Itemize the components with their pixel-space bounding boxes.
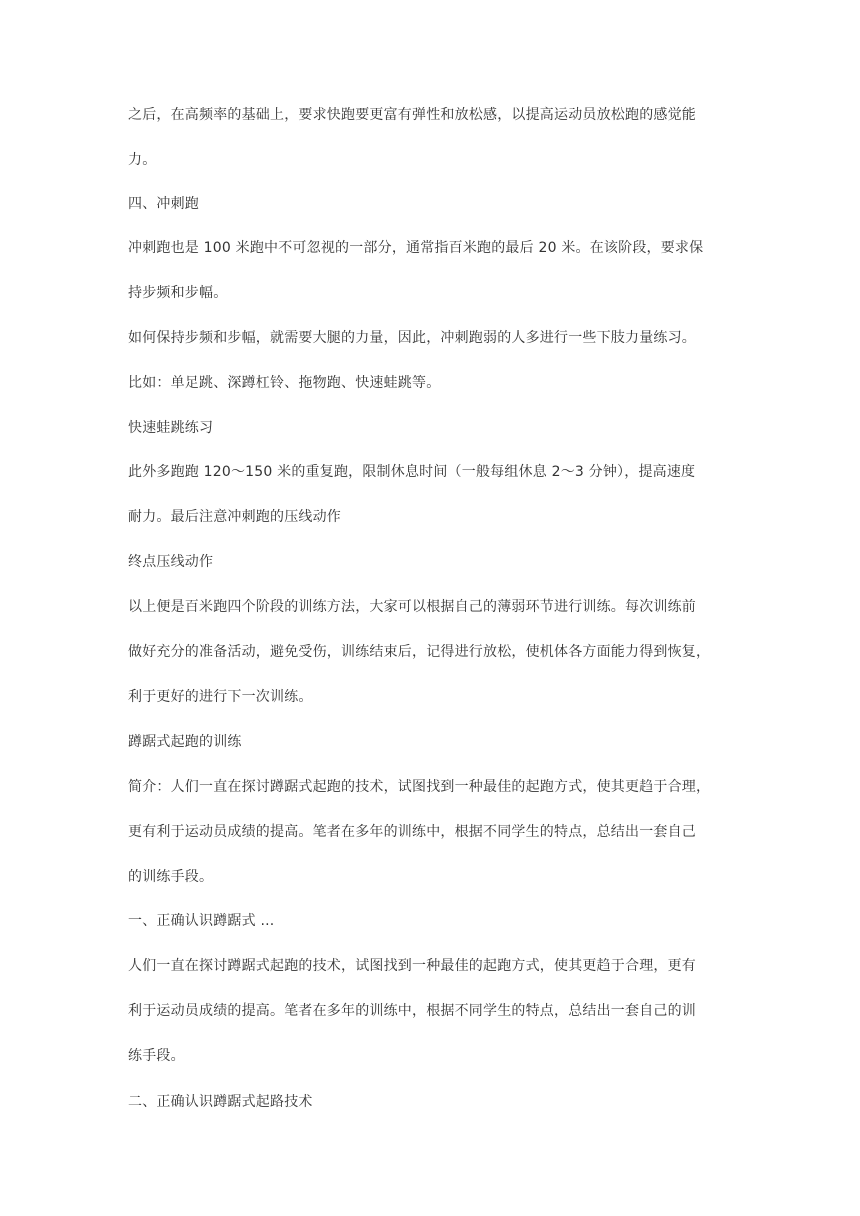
paragraph-line: 持步频和步幅。 [128,285,228,301]
paragraph-line: 如何保持步频和步幅，就需要大腿的力量，因此，冲刺跑弱的人多进行一些下肢力量练习。 [128,330,696,346]
paragraph-line: 简介：人们一直在探讨蹲踞式起跑的技术，试图找到一种最佳的起跑方式，使其更趋于合理， [128,779,711,795]
subheading: 终点压线动作 [128,554,214,570]
section-heading: 一、正确认识蹲踞式 ... [128,913,275,929]
paragraph-line: 更有利于运动员成绩的提高。笔者在多年的训练中，根据不同学生的特点，总结出一套自己 [128,824,696,840]
section-heading: 四、冲刺跑 [128,196,199,212]
paragraph-line: 耐力。最后注意冲刺跑的压线动作 [128,509,341,525]
article-title: 蹲踞式起跑的训练 [128,734,242,750]
paragraph-line: 以上便是百米跑四个阶段的训练方法，大家可以根据自己的薄弱环节进行训练。每次训练前 [128,599,696,615]
paragraph-line: 的训练手段。 [128,869,214,885]
paragraph-line: 之后，在高频率的基础上，要求快跑要更富有弹性和放松感，以提高运动员放松跑的感觉能 [128,107,696,123]
section-heading: 二、正确认识蹲踞式起路技术 [128,1094,313,1110]
paragraph-line: 练手段。 [128,1048,185,1064]
paragraph-line: 利于更好的进行下一次训练。 [128,689,313,705]
paragraph-line: 人们一直在探讨蹲踞式起跑的技术，试图找到一种最佳的起跑方式，使其更趋于合理，更有 [128,958,696,974]
paragraph-line: 做好充分的准备活动，避免受伤，训练结束后，记得进行放松，使机体各方面能力得到恢复， [128,644,711,660]
subheading: 快速蛙跳练习 [128,420,214,436]
paragraph-line: 此外多跑跑 120～150 米的重复跑，限制休息时间（一般每组休息 2～3 分钟），提高速度 [128,464,696,480]
paragraph-line: 利于运动员成绩的提高。笔者在多年的训练中，根据不同学生的特点，总结出一套自己的训 [128,1003,696,1019]
paragraph-line: 力。 [128,152,157,168]
paragraph-line: 冲刺跑也是 100 米跑中不可忽视的一部分，通常指百米跑的最后 20 米。在该阶段，要求保 [128,240,704,256]
paragraph-line: 比如：单足跳、深蹲杠铃、拖物跑、快速蛙跳等。 [128,375,441,391]
